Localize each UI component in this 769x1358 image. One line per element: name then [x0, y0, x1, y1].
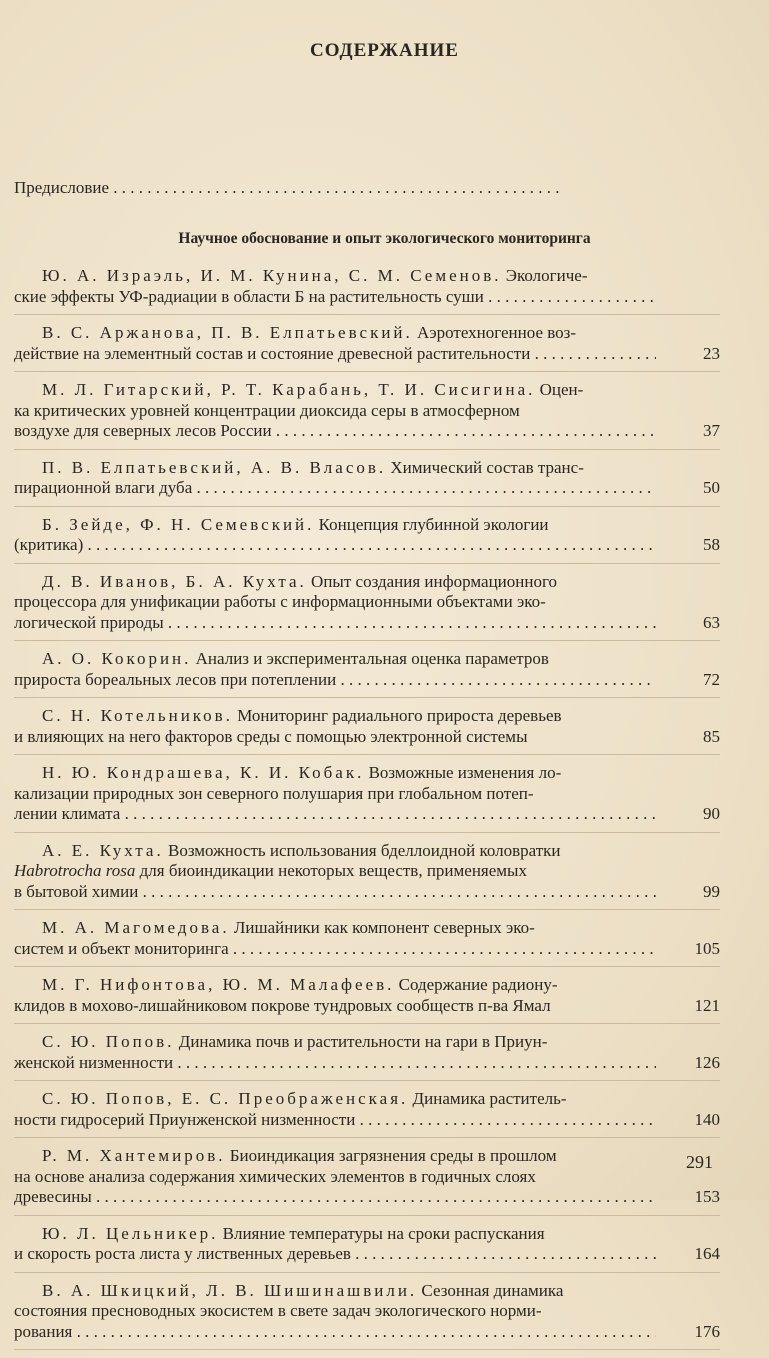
toc-entry-title-line: действие на элементный состав и состояние древесной растительности [14, 343, 531, 363]
toc-entry [14, 266, 720, 315]
toc-entry-authors: Р. М. Хантемиров. [42, 1146, 226, 1165]
toc-entry-line [14, 613, 656, 634]
toc-entry-line [14, 572, 656, 593]
toc-entry-line [14, 1301, 656, 1322]
toc-entry [14, 515, 720, 564]
toc-entry-line [14, 763, 656, 784]
toc-entry [14, 458, 720, 507]
toc-entry-line [14, 1146, 656, 1167]
toc-entry-page: 37 [703, 421, 720, 440]
toc-entry-title-line: Сезонная динамика [421, 1280, 564, 1300]
toc-entry-title-line: женской низменности [14, 1052, 174, 1072]
preface-leader: . . . . . . . . . . . . . . . . . . . . . . . . . . . . . . . . . . . . . . . . . . . . . . . . . . . . . [109, 178, 560, 197]
toc-entry-line [14, 784, 656, 805]
preface-label: Предисловие [14, 178, 110, 197]
toc-entry-title-line: (критика) [14, 535, 84, 554]
toc-entry-authors: А. Е. Кухта. [42, 840, 164, 860]
toc-entry-line [14, 323, 656, 344]
toc-entry-line [14, 421, 656, 442]
toc-entry-title-line: Влияние температуры на сроки распускания [222, 1223, 545, 1243]
toc-entry-title-line: Биоиндикация загрязнения среды в прошлом [229, 1146, 557, 1165]
toc-entry [14, 649, 720, 698]
toc-entry-title-line: Содержание радиону- [398, 975, 558, 994]
toc-entry-title-line: процессора для унификации работы с информационными объектами эко- [14, 592, 546, 611]
toc-entry-line [14, 478, 656, 499]
toc-entry-line [14, 649, 656, 670]
toc-entry-authors: В. С. Аржанова, П. В. Елпатьевский. [42, 323, 413, 342]
toc-entry-title-line: Лишайники как компонент северных эко- [233, 918, 535, 937]
toc-entry-line [14, 344, 656, 365]
toc-entry-line [14, 287, 656, 308]
toc-entry-title-line: Habrotrocha rosa для биоиндикации некоторых веществ, применяемых [14, 861, 527, 880]
toc-entry-title-line: ка критических уровней концентрации диоксида серы в атмосферном [14, 400, 520, 420]
toc-entry-title-line: Химический состав транс- [390, 457, 584, 477]
toc-entry-title-line: Опыт создания информационного [311, 571, 558, 591]
toc-entry-title-line: Экологиче- [505, 266, 588, 285]
toc-entry-title-line: кализации природных зон северного полушария при глобальном потеп- [14, 783, 534, 803]
toc-entry-line [14, 515, 656, 536]
toc-entry-title-line: древесины [14, 1187, 92, 1206]
toc-entry-page: 58 [703, 535, 720, 554]
toc-entry [14, 841, 720, 911]
toc-entry-authors: П. В. Елпатьевский, А. В. Власов. [42, 457, 387, 477]
toc-entry-page: 126 [694, 1052, 720, 1072]
toc-entry-title-line: в бытовой химии [14, 881, 139, 901]
toc-entry-title-line: Возможные изменения ло- [368, 763, 562, 782]
toc-entry-title-line: на основе анализа содержания химических элементов в годичных слоях [14, 1166, 536, 1186]
toc-entry-title-line: состояния пресноводных экосистем в свете задач экологического норми- [14, 1301, 542, 1320]
toc-entry-title-line: Динамика раститель- [412, 1089, 567, 1108]
toc-entry-line [14, 939, 656, 960]
toc-entry-title-line: логической природы [14, 612, 164, 632]
toc-entry-authors: А. О. Кокорин. [42, 649, 192, 668]
toc-entry-authors: С. Н. Котельников. [42, 706, 233, 725]
toc-entry-page: 164 [694, 1244, 720, 1263]
toc-entry-line [14, 1244, 656, 1265]
toc-entry-line [14, 1187, 656, 1208]
toc-entries [14, 266, 720, 1358]
toc-entry-authors: М. Л. Гитарский, Р. Т. Карабань, Т. И. Сисигина. [42, 380, 536, 399]
toc-entry-title-line: ские эффекты УФ-радиации в области Б на растительность суши [14, 286, 484, 306]
toc-entry-title-line: систем и объект мониторинга [14, 938, 229, 958]
toc-entry-page: 105 [694, 938, 720, 958]
toc-entry-page: 121 [694, 995, 720, 1015]
toc-entry-line [14, 996, 656, 1017]
toc-entry-line [14, 861, 656, 882]
toc-entry [14, 918, 720, 967]
toc-entry [14, 1224, 720, 1273]
toc-entry-title-line: пирационной влаги дуба [14, 478, 193, 497]
toc-entry-authors: В. А. Шкицкий, Л. В. Шишинашвили. [42, 1280, 418, 1300]
toc-entry-line [14, 882, 656, 903]
toc-entry [14, 323, 720, 372]
toc-entry-line [14, 1281, 656, 1302]
toc-entry-page: 63 [703, 612, 720, 632]
toc-entry-line [14, 458, 656, 479]
toc-entry-page: 90 [703, 804, 720, 823]
toc-entry-title-line: и влияющих на него факторов среды с помощью электронной системы [14, 726, 528, 746]
toc-entry-page: 176 [694, 1321, 720, 1341]
toc-entry-title-line: воздухе для северных лесов России [14, 421, 272, 440]
toc-entry-page: 153 [694, 1187, 720, 1206]
toc-entry-title-line: Динамика почв и растительности на гари в Приун- [178, 1032, 548, 1051]
toc-entry-line [14, 841, 656, 862]
toc-entry [14, 1146, 720, 1216]
toc-entry-line [14, 670, 656, 691]
toc-entry-line [14, 706, 656, 727]
toc-entry-title-line: и скорость роста листа у лиственных деревьев [14, 1244, 351, 1263]
page-title: СОДЕРЖАНИЕ [310, 40, 459, 61]
toc-entry-page: 85 [703, 726, 720, 746]
toc-entry-authors: М. А. Магомедова. [42, 918, 230, 937]
toc-entry [14, 763, 720, 833]
toc-entry-title-line: Оцен- [539, 380, 584, 399]
toc-entry-line [14, 804, 656, 825]
toc-entry-title-line: Мониторинг радиального прироста деревьев [237, 706, 562, 725]
toc-entry-line [14, 1089, 656, 1110]
toc-entry [14, 572, 720, 642]
section-heading: Научное обоснование и опыт экологического мониторинга [178, 230, 591, 247]
toc-entry-title-line: ности гидросерий Приунженской низменности [14, 1109, 356, 1129]
toc-entry-line [14, 1224, 656, 1245]
toc-entry-page: 23 [703, 343, 720, 363]
toc-entry-page: 99 [703, 881, 720, 901]
toc-entry-authors: М. Г. Нифонтова, Ю. М. Малафеев. [42, 975, 395, 994]
toc-entry-page: 72 [703, 669, 720, 689]
toc-entry-line [14, 727, 656, 748]
toc-entry-authors: С. Ю. Попов. [42, 1032, 175, 1051]
toc-entry [14, 975, 720, 1024]
toc-entry-line [14, 380, 656, 401]
toc-entry-title-line: лении климата [14, 804, 121, 823]
toc-entry-title-line: Концепция глубинной экологии [318, 514, 549, 534]
toc-entry-authors: Ю. Л. Цельникер. [42, 1223, 219, 1243]
toc-entry-line [14, 592, 656, 613]
toc-entry-page: 50 [703, 478, 720, 497]
toc-entry [14, 706, 720, 755]
toc-entry-title-line: Аэротехногенное воз- [417, 323, 577, 342]
toc-entry-line [14, 1322, 656, 1343]
page-number: 291 [686, 1152, 713, 1172]
toc-entry [14, 1281, 720, 1351]
toc-entry-line [14, 535, 656, 556]
toc-entry [14, 380, 720, 450]
toc-entry-authors: С. Ю. Попов, Е. С. Преображенская. [42, 1089, 409, 1108]
toc-entry-authors: Б. Зейде, Ф. Н. Семевский. [42, 514, 315, 534]
toc-entry-line [14, 1110, 656, 1131]
toc-entry-line [14, 266, 656, 287]
toc-entry-line [14, 401, 656, 422]
toc-entry-authors: Д. В. Иванов, Б. А. Кухта. [42, 571, 307, 591]
preface-entry [14, 178, 640, 198]
toc-entry [14, 1089, 720, 1138]
toc-entry-line [14, 918, 656, 939]
toc-entry-title-line: клидов в мохово-лишайниковом покрове тундровых сообществ п-ва Ямал [14, 995, 551, 1015]
toc-entry-line [14, 1032, 656, 1053]
toc-entry-title-line: Анализ и экспериментальная оценка параметров [195, 649, 549, 668]
toc-entry-title-line: Возможность использования бделлоидной коловратки [167, 840, 561, 860]
toc-entry-line [14, 975, 656, 996]
toc-entry-line [14, 1053, 656, 1074]
toc-entry-title-line: рования [14, 1321, 73, 1341]
toc-entry-page: 140 [694, 1109, 720, 1129]
toc-entry-title-line: прироста бореальных лесов при потеплении [14, 669, 337, 689]
toc-entry-line [14, 1167, 656, 1188]
toc-entry [14, 1032, 720, 1081]
toc-entry-authors: Н. Ю. Кондрашева, К. И. Кобак. [42, 763, 365, 782]
toc-entry-authors: Ю. А. Израэль, И. М. Кунина, С. М. Семенов. [42, 266, 502, 285]
